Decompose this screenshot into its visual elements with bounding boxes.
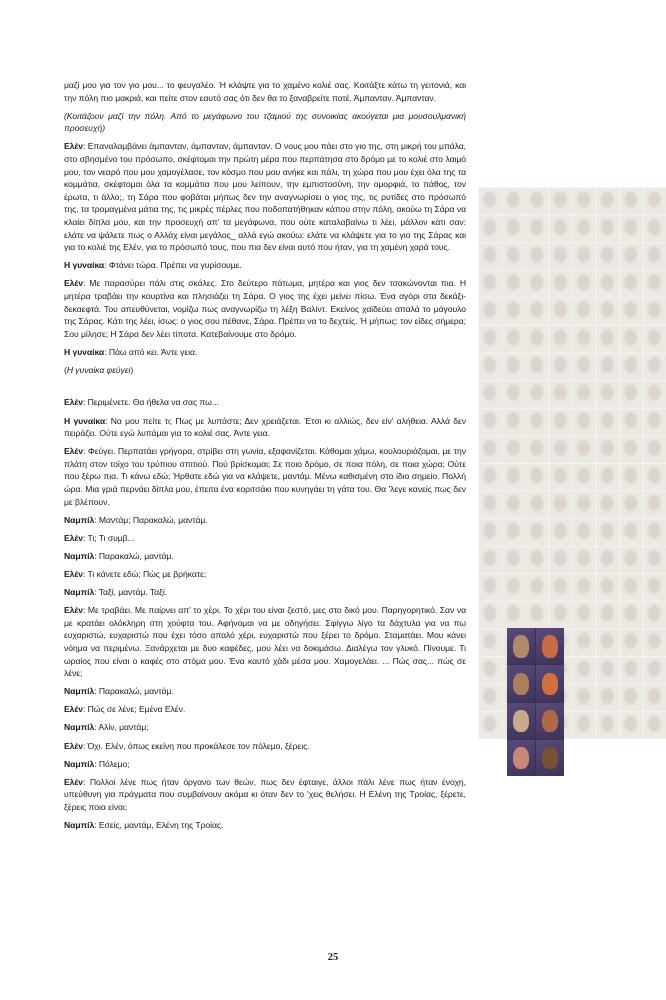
speaker-name: Ναμπίλ <box>64 686 95 697</box>
line-text: : Επαναλαμβάνει άμπανταν, άμπανταν, άμπανταν. Ο νους μου πάει στο γιο της, στη μικρή του μπάλα, στο σβησμένο του πρόσωπο, σκέφτομαι την πρώτη μέρα που περπάτησα στο δρόμο με το κολιέ στο λαιμό μου, τον νεαρό που μου χαμογέλασε, τον κόσμο που μου ανήκε και πάλι, τη χώρα που μου έχει όλα της τα κομμάτια, σκέφτομαι όλα τα κομμάτια που μου λείπουν, την εμπιστοσύνη, την ομορφιά, το πάθος, τον έρωτα, τι άλλο;, τη Σάρα που φοβάται μήπως δεν την αναγνωρίσει ο γιος της, τις ρυτίδες στο πρόσωπό της, τα τρομαγμένα μάτια της, τις μικρές πέρλες που ποδοπατήθηκαν κάπου στην πόλη, ακούω τη Σάρα να κλαίει δίπλα μου, και την προσευχή απ' τα μεγάφωνα, που ούτε καταλαβαίνω τι λέει, μάλλον κάτι σαν: ελάτε να ψάλετε πως ο Αλλάχ είναι μεγάλος_ αλλά εγώ ακούω: ελάτε να κλάψετε για το γιο της Σάρας και για το κολιέ της Ελέν, για το πρόσωπό τους, που πια δεν είναι αυτό που ήταν, για τη χαμένη χαρά τους. <box>64 141 466 253</box>
speaker-name: Ελέν <box>64 740 83 751</box>
portrait-photo <box>507 740 535 776</box>
dialogue-line <box>64 819 466 832</box>
face-shape <box>542 673 558 695</box>
speaker-name: Ελέν <box>64 532 83 543</box>
dialogue-line <box>64 685 466 698</box>
line-text: : Πόλεμο; <box>94 758 130 769</box>
dialogue-line <box>64 277 466 340</box>
dialogue-line <box>64 776 466 814</box>
dialogue-line <box>64 346 466 359</box>
line-text: : Παρακαλώ, μαντάμ. <box>94 686 174 697</box>
play-text <box>64 79 466 837</box>
line-text: : Τι; Τι συμβ... <box>82 532 135 543</box>
dialogue-line <box>64 721 466 734</box>
stage-direction: (Κοιτάζουν μαζί την πόλη. Από το μεγάφωνο του τζαμιού της συνοικίας ακούγεται μια μουσουλμανική προσευχή) <box>64 110 466 134</box>
stage-direction: (Η γυναίκα φεύγει) <box>64 364 134 375</box>
face-shape <box>542 710 558 732</box>
speaker-name: Η γυναίκα <box>64 346 105 357</box>
portrait-photo <box>507 703 535 739</box>
dialogue-paragraph: μαζί μου για τον γιο μου... το φευγαλέο. Ή κλάψτε για το χαμένο κολιέ σας. Κοιτάξτε κάτω τη γειτονιά, και την πόλη πιο μακριά, και πείτε στον εαυτό σας ότι δεν θα το ξαναβρείτε ποτέ. Άμπανταν. Άμπανταν. <box>64 80 466 103</box>
dialogue-line <box>64 259 466 272</box>
portrait-photo <box>536 703 564 739</box>
dialogue-line <box>64 758 466 771</box>
portrait-strip-image <box>507 628 564 776</box>
dialogue-line <box>64 514 466 527</box>
dialogue-line <box>64 604 466 680</box>
line-text: : Περιμένετε. Θα ήθελα να σας πω... <box>82 397 219 408</box>
speaker-name: Ναμπίλ <box>64 758 95 769</box>
line-text: : Πάω από κει. Άντε γεια. <box>104 346 198 357</box>
line-text: : Με τραβάει. Με παίρνει απ' το χέρι. Το χέρι του είναι ζεστό, μες στο δικό μου. Παρηγορητικό. Σαν να με κρατάει ολόκληρη στη χούφτα του. Αφήνομαι να με οδηγήσει. Σφίγγω λίγο τα δάχτυλα για να πω ευχαριστώ, ευχαριστώ που έχει τόσο απαλό χέρι, ευχαριστώ που ξέρει το δρόμο. Σταματάει. Μου κάνει νόημα να περιμένω. Ξανάρχεται με δυο καφέδες, μου λέει να δοκιμάσω. Διαλέγω τον γλυκό. Πίνουμε. Τι ωραίος που είναι ο καφές στο στόμα μου. Ένα καυτό χάδι μέσα μου. Χαμογελάει. ... Πώς σας... πώς σε λένε; <box>64 605 466 679</box>
dialogue-line <box>64 445 466 508</box>
stage-direction-text: Η γυναίκα φεύγει <box>66 364 131 375</box>
line-text: : Ταξί, μαντάμ. Ταξί. <box>94 587 168 598</box>
line-text: : Φεύγει. Περπατάει γρήγορα, στρίβει στη γωνία, εξαφανίζεται. Κάθομαι χάμω, κουλουριάζομαι, με την πλάτη στον τοίχο του τρύπιου σπιτιού. Πού βρίσκομαι; Σε ποιο δρόμο, σε ποια πόλη, σε ποια χώρα; Ούτε που ξέρω πια. Τι κάνω εδώ; Ήρθατε εδώ για να κλάψετε, μαντάμ. Μένω καθισμένη στο ίδιο σημείο. Πολλή ώρα. Μια γριά περνάει δίπλα μου, έπειτα ένα κοριτσάκι που κυνηγάει τη γάτα του. Θα 'λεγε κανείς πως δεν με βλέπουν. <box>64 446 466 507</box>
speaker-name: Ναμπίλ <box>64 722 95 733</box>
face-shape <box>513 635 529 657</box>
speaker-name: Ελέν <box>64 141 83 152</box>
line-text: : Παρακαλώ, μαντάμ. <box>94 550 174 561</box>
face-shape <box>513 747 529 769</box>
speaker-name: Ναμπίλ <box>64 550 95 561</box>
line-text: : Εσείς, μαντάμ, Ελένη της Τροίας. <box>94 820 224 830</box>
line-text: : Μαντάμ; Παρακαλώ, μαντάμ. <box>94 514 208 525</box>
portrait-photo <box>536 628 564 664</box>
speaker-name: Ελέν <box>64 397 83 408</box>
speaker-name: Ελέν <box>64 278 83 289</box>
line-text: : Να μου πείτε τι; Πως με λυπάστε; Δεν χρειάζεται. Έτσι κι αλλιώς, δεν είν' αλήθεια. Αλλά δεν πειράζει. Ούτε εγώ λυπάμαι για το κολιέ σας. Άντε γεια. <box>64 415 466 439</box>
line-text: : Πολλοί λένε πως ήταν όργανο των θεών, πως δεν έφταιγε, άλλοι πάλι λένε πως ήταν ένοχη, υπεύθυνη για πράγματα που συμβαίνουν ακόμα κι όταν δεν το 'χεις θελήσει. Η Ελένη της Τροίας, ξέρετε, ξέρεις ποια είναι; <box>64 776 466 812</box>
speaker-name: Ελέν <box>64 605 83 616</box>
portrait-photo <box>536 665 564 701</box>
speaker-name: Η γυναίκα <box>64 415 106 426</box>
line-text: : Με παρασύρει πάλι στις σκάλες. Στο δεύτερο πάτωμα, μητέρα και γιος δεν τσακώνονται πια. Η μητέρα τραβάει την κουρτίνα και πλησιάζει τη Σάρα. Ο γιος της έχει μείνει πίσω. Ένα αγόρι στα δεκάξι-δεκαεφτά. Του απευθύνεται, νομίζω πως αναγνωρίζω τη λέξη Βαλίντ. Εκείνος χαϊδεύει απαλά το μάγουλο της Σάρας. Κάτι της λέει, ίσως: ο γιος σου πέθανε, Σάρα. Πρέπει να το δεχτείς. Ή μήπως: τον είδες σήμερα; Σου μίλησε; Η Σάρα δεν λέει τίποτα. Κατεβαίνουμε στο δρόμο. <box>64 278 466 339</box>
dialogue-line <box>64 740 466 753</box>
portrait-photo <box>536 740 564 776</box>
face-shape <box>542 635 558 657</box>
portrait-photo <box>507 628 535 664</box>
dialogue-line <box>64 703 466 716</box>
line-text: : Αλίν, μαντάμ; <box>94 722 149 733</box>
page-number: 25 <box>327 952 339 963</box>
speaker-name: Η γυναίκα <box>64 260 105 271</box>
speaker-name: Ναμπίλ <box>64 587 95 598</box>
speaker-name: Ναμπίλ <box>64 514 95 525</box>
line-text: : Πώς σε λένε; Εμένα Ελέν. <box>82 704 186 715</box>
speaker-name: Ελέν <box>64 446 83 457</box>
dialogue-line <box>64 586 466 599</box>
dialogue-line <box>64 532 466 545</box>
dialogue-line <box>64 140 466 253</box>
dialogue-line <box>64 550 466 563</box>
line-text: : Τι κάνετε εδώ; Πώς με βρήκατε; <box>82 569 207 579</box>
dialogue-line <box>64 568 466 581</box>
face-shape <box>542 747 558 769</box>
portrait-photo <box>507 665 535 701</box>
line-text: : Φτάνει τώρα. Πρέπει να γυρίσουμε. <box>104 260 242 271</box>
speaker-name: Ελέν <box>64 569 83 579</box>
speaker-name: Ναμπίλ <box>64 820 95 830</box>
line-text: : Όχι. Ελέν, όπως εκείνη που προκάλεσε τον πόλεμο, ξέρεις. <box>82 740 310 751</box>
face-shape <box>513 710 529 732</box>
dialogue-line <box>64 415 466 440</box>
dialogue-line <box>64 396 466 409</box>
speaker-name: Ελέν <box>64 704 83 715</box>
speaker-name: Ελέν <box>64 776 83 787</box>
face-shape <box>513 673 529 695</box>
